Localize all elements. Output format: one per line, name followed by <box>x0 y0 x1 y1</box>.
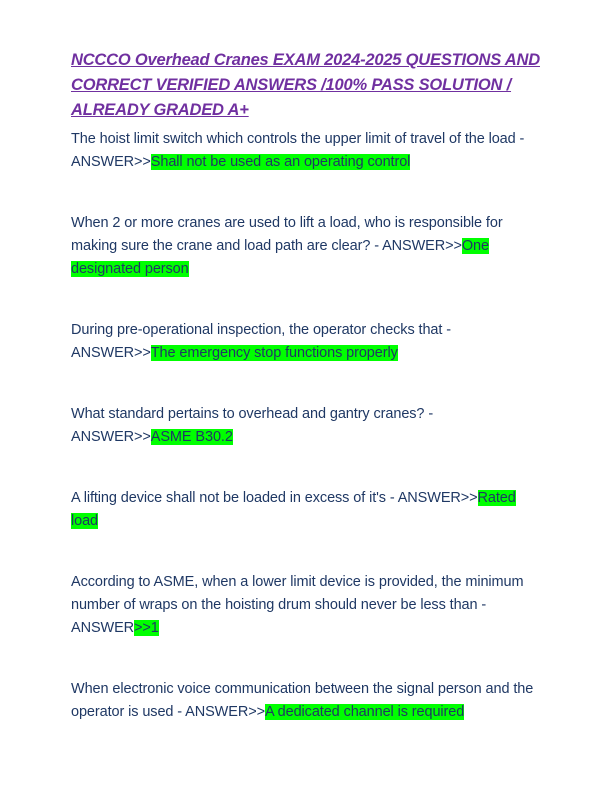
qa-item-1 <box>71 128 541 174</box>
question-text: When 2 or more cranes are used to lift a load, who is responsible for making sure the crane and load path are clear? - ANSWER>> <box>71 215 503 254</box>
question-text: During pre-operational inspection, the operator checks that - ANSWER>> <box>71 322 451 361</box>
qa-item-5 <box>71 487 541 533</box>
question-text: According to ASME, when a lower limit device is provided, the minimum number of wraps on the hoisting drum should never be less than - ANSWER <box>71 574 524 636</box>
qa-item-7 <box>71 678 541 724</box>
answer-highlight: ASME B30.2 <box>150 429 233 445</box>
answer-highlight: >>1 <box>134 620 159 636</box>
document-page <box>71 48 541 724</box>
qa-item-6 <box>71 571 541 640</box>
document-title: NCCCO Overhead Cranes EXAM 2024-2025 QUESTIONS AND CORRECT VERIFIED ANSWERS /100% PASS SOLUTION / ALREADY GRADED A+ <box>71 51 540 119</box>
answer-highlight: One designated person <box>71 238 489 277</box>
answer-highlight: A dedicated channel is required <box>264 704 465 720</box>
answer-highlight: Rated load <box>71 490 516 529</box>
question-text: The hoist limit switch which controls the upper limit of travel of the load - ANSWER>> <box>71 131 525 170</box>
qa-item-4 <box>71 403 541 449</box>
qa-item-2 <box>71 212 541 281</box>
qa-item-3 <box>71 319 541 365</box>
answer-highlight: Shall not be used as an operating control <box>150 154 411 170</box>
question-text: What standard pertains to overhead and gantry cranes? - ANSWER>> <box>71 406 434 445</box>
question-text: A lifting device shall not be loaded in excess of it's - ANSWER>> <box>71 490 478 506</box>
answer-highlight: The emergency stop functions properly <box>150 345 398 361</box>
question-text: When electronic voice communication between the signal person and the operator is used - ANSWER>> <box>71 681 534 720</box>
